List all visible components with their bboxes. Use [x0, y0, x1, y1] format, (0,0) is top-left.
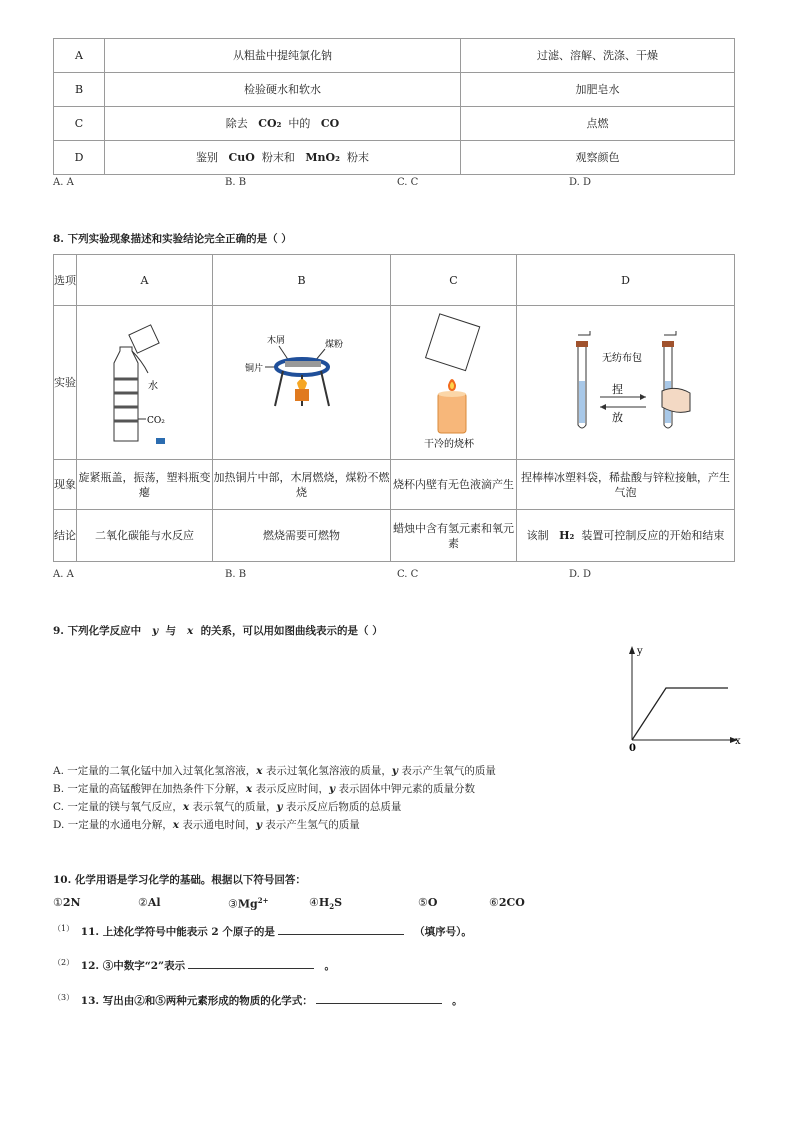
coal-label: 煤粉 [324, 339, 343, 350]
table-cell: 捏棒棒冰塑料袋，稀盐酸与锌粒接触，产生气泡 [517, 460, 735, 510]
row-label: 现象 [54, 460, 77, 510]
header-cell: B [213, 255, 391, 306]
table-cell: A [54, 39, 105, 73]
q9-title [53, 623, 383, 638]
text: 的关系，可以用如图曲线表示的是（ ） [200, 625, 383, 637]
fig-d-cell [517, 306, 735, 460]
option-b[interactable]: B. B [225, 177, 247, 188]
symbol-5: ⑤O [418, 896, 438, 909]
option-d[interactable]: D. 一定量的水通电分解，x 表示通电时间，y 表示产生氢气的质量 [53, 819, 360, 831]
text: 与 [165, 625, 177, 637]
q7-table [53, 38, 735, 175]
header-cell: 选项 [54, 255, 77, 306]
row-label: 实验 [54, 306, 77, 460]
text: 鉴别 [196, 151, 219, 164]
symbol-2: ②Al [138, 896, 161, 909]
release-label: 放 [611, 410, 623, 424]
table-cell: 从粗盐中提纯氯化钠 [105, 39, 461, 73]
table-cell: 检验硬水和软水 [105, 73, 461, 107]
text: 9. 下列化学反应中 [53, 625, 142, 637]
burner-figure [227, 321, 377, 441]
sub-question-3: $^{(3)}$ 13. 写出由②和⑤两种元素形成的物质的化学式： 。 [53, 993, 463, 1007]
symbol-6: ⑥2CO [489, 896, 525, 909]
wood-label: 木屑 [266, 335, 285, 346]
origin-label: 0 [629, 743, 636, 752]
q9-options [53, 762, 496, 834]
copper-label: 铜片 [244, 363, 263, 374]
table-cell: 烧杯内壁有无色液滴产生 [391, 460, 517, 510]
option-d[interactable]: D. D [569, 569, 592, 580]
bag-label: 无纺布包 [601, 352, 642, 364]
option-c[interactable]: C. 一定量的镁与氧气反应，x 表示氧气的质量，y 表示反应后物质的总质量 [53, 801, 402, 813]
bottle-figure [90, 311, 200, 451]
text: 除去 [225, 117, 248, 130]
var-y: y [152, 625, 159, 637]
text: 粉末和 [261, 151, 295, 164]
pinch-label: 捏 [611, 382, 623, 396]
tube-figure [556, 321, 696, 441]
fig-c-cell [391, 306, 517, 460]
table-cell: 加热铜片中部，木屑燃烧，煤粉不燃烧 [213, 460, 391, 510]
fig-b-cell [213, 306, 391, 460]
option-a[interactable]: A. A [53, 177, 74, 188]
symbol-1: ①2N [53, 896, 81, 909]
sub-question-1: $^{(1)}$ 11. 上述化学符号中能表示 2 个原子的是 （填序号）。 [53, 924, 472, 938]
co2-label: CO₂ [146, 415, 165, 426]
sub-question-2: $^{(2)}$ 12. ③中数字“2”表示 。 [53, 958, 335, 972]
q10-title: 10. 化学用语是学习化学的基础。根据以下符号回答： [53, 874, 306, 886]
option-c[interactable]: C. C [397, 569, 419, 580]
symbol-3: $③Mg^{2+}$ [228, 896, 269, 911]
formula: CO₂ [258, 117, 282, 130]
y-axis-label: y [637, 646, 643, 657]
answer-blank-3[interactable] [316, 992, 442, 1004]
option-b[interactable]: B. B [225, 569, 247, 580]
table-cell: 蜡烛中含有氢元素和氧元素 [391, 510, 517, 562]
fig-a-cell [77, 306, 213, 460]
formula: CO [320, 117, 340, 130]
table-cell: 加肥皂水 [461, 73, 735, 107]
table-cell [517, 510, 735, 562]
option-b[interactable]: B. 一定量的高锰酸钾在加热条件下分解，x 表示反应时间，y 表示固体中钾元素的质量分数 [53, 783, 475, 795]
table-cell [105, 141, 461, 175]
option-a[interactable]: A. A [53, 569, 74, 580]
symbol-list [53, 896, 753, 912]
q8-table [53, 254, 735, 562]
header-cell: C [391, 255, 517, 306]
text: 装置可控制反应的开始和结束 [581, 529, 725, 542]
curve-line [632, 688, 728, 740]
table-cell: 二氧化碳能与水反应 [77, 510, 213, 562]
table-cell: 旋紧瓶盖，振荡，塑料瓶变瘪 [77, 460, 213, 510]
table-cell: 观察颜色 [461, 141, 735, 175]
row-label: 结论 [54, 510, 77, 562]
candle-figure [404, 311, 504, 451]
option-d[interactable]: D. D [569, 177, 592, 188]
answer-blank-2[interactable] [188, 957, 314, 969]
formula: MnO₂ [305, 151, 340, 164]
text: 中的 [288, 117, 311, 130]
table-cell: 过滤、溶解、洗涤、干燥 [461, 39, 735, 73]
x-axis-label: x [735, 736, 741, 747]
answer-blank-1[interactable] [278, 923, 404, 935]
text: 该制 [526, 529, 549, 542]
formula: CuO [228, 151, 255, 164]
beaker-caption: 干冷的烧杯 [423, 438, 474, 450]
q9-graph [620, 640, 750, 752]
table-cell [105, 107, 461, 141]
table-cell: 点燃 [461, 107, 735, 141]
formula: H₂ [559, 529, 575, 542]
table-cell: D [54, 141, 105, 175]
text: 粉末 [346, 151, 369, 164]
var-x: x [186, 625, 194, 637]
table-cell: C [54, 107, 105, 141]
header-cell: D [517, 255, 735, 306]
water-label: 水 [147, 380, 158, 392]
header-cell: A [77, 255, 213, 306]
table-cell: B [54, 73, 105, 107]
option-c[interactable]: C. C [397, 177, 419, 188]
q8-title: 8. 下列实验现象描述和实验结论完全正确的是（ ） [53, 233, 292, 245]
option-a[interactable]: A. 一定量的二氧化锰中加入过氧化氢溶液，x 表示过氧化氢溶液的质量，y 表示产生氧气的质量 [53, 765, 496, 777]
symbol-4: $④H_2S$ [309, 896, 343, 912]
table-cell: 燃烧需要可燃物 [213, 510, 391, 562]
